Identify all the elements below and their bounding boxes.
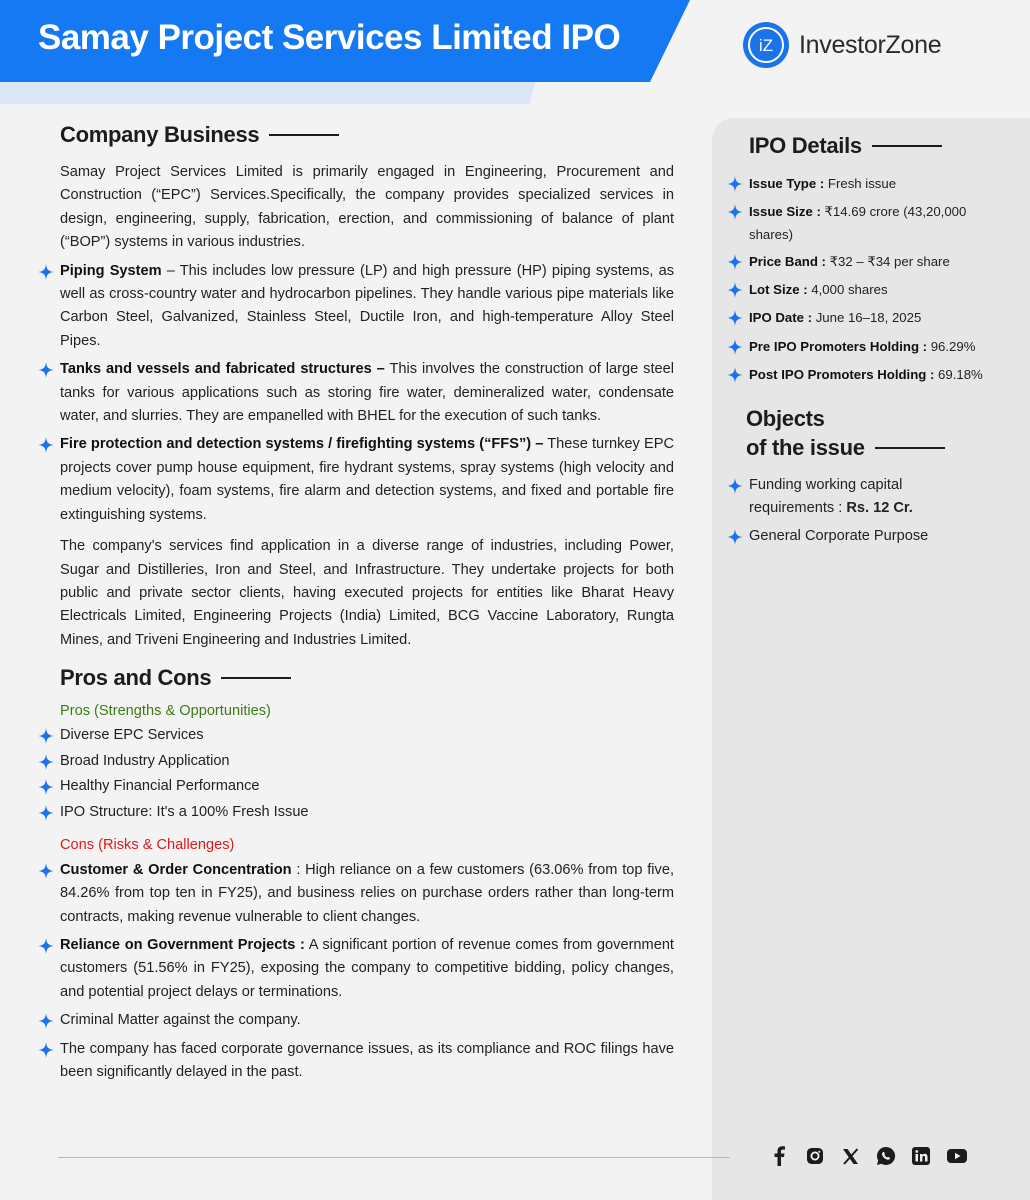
con-item bbox=[60, 1038, 674, 1085]
pro-item-text: Broad Industry Application bbox=[60, 752, 230, 769]
sparkle-bullet-icon bbox=[38, 264, 54, 280]
investorzone-logo bbox=[743, 22, 789, 68]
ipo-detail-item-text: 69.18% bbox=[934, 367, 983, 382]
sparkle-bullet-icon bbox=[727, 310, 743, 326]
main-content bbox=[60, 122, 674, 1084]
heading-rule bbox=[221, 677, 291, 679]
facebook-icon[interactable] bbox=[768, 1145, 790, 1167]
ipo-details-heading-text: IPO Details bbox=[749, 133, 862, 158]
business-bullet-list bbox=[60, 260, 674, 527]
company-business-heading-text: Company Business bbox=[60, 122, 260, 147]
pros-cons-heading bbox=[60, 665, 674, 691]
company-business-heading bbox=[60, 122, 674, 148]
cons-list bbox=[60, 859, 674, 1085]
heading-rule bbox=[875, 447, 945, 449]
ipo-detail-item bbox=[749, 306, 994, 329]
con-item bbox=[60, 1009, 674, 1032]
business-bullet-label: Piping System bbox=[60, 262, 162, 279]
sparkle-bullet-icon bbox=[727, 204, 743, 220]
pro-item-text: Healthy Financial Performance bbox=[60, 777, 260, 794]
logo-mark bbox=[746, 25, 786, 65]
brand-name: InvestorZone bbox=[799, 30, 942, 59]
pros-list bbox=[60, 724, 674, 825]
heading-rule bbox=[269, 134, 339, 136]
pro-item bbox=[60, 801, 674, 824]
business-bullet bbox=[60, 433, 674, 527]
sparkle-bullet-icon bbox=[727, 367, 743, 383]
ipo-detail-item-text: 96.29% bbox=[927, 339, 976, 354]
ipo-detail-item-text: Fresh issue bbox=[824, 176, 897, 191]
ipo-details-heading bbox=[749, 133, 942, 159]
cons-heading: Cons (Risks & Challenges) bbox=[60, 836, 235, 853]
objects-heading-line2-row bbox=[746, 433, 945, 462]
page-title: Samay Project Services Limited IPO bbox=[38, 18, 621, 57]
sparkle-bullet-icon bbox=[727, 478, 743, 494]
con-item-text: : High reliance on a few customers (63.06% from top five, 84.26% from top ten in FY25), and business relies on purchase orders rather than long-term contracts, making revenue vulnerable to client changes. bbox=[60, 861, 674, 925]
business-bullet-text: This involves the construction of large steel tanks for various applications such as storing fire water, demineralized water, condensate water, and slurries. They are empanelled with BHEL for the execution of such tanks. bbox=[60, 361, 674, 425]
logo-text: iZ bbox=[758, 36, 774, 55]
pros-heading: Pros (Strengths & Opportunities) bbox=[60, 703, 271, 720]
youtube-icon[interactable] bbox=[946, 1145, 968, 1167]
objects-item-amount: Rs. 12 Cr. bbox=[842, 500, 913, 517]
pro-item-text: Diverse EPC Services bbox=[60, 727, 204, 744]
social-links bbox=[768, 1145, 982, 1167]
pro-item bbox=[60, 750, 674, 773]
ipo-detail-item bbox=[749, 335, 994, 358]
con-item-text: Criminal Matter against the company. bbox=[60, 1012, 301, 1029]
sparkle-bullet-icon bbox=[727, 529, 743, 545]
ipo-detail-item-text: ₹32 – ₹34 per share bbox=[825, 254, 950, 269]
sparkle-bullet-icon bbox=[38, 863, 54, 879]
ipo-detail-item-text: June 16–18, 2025 bbox=[812, 310, 922, 325]
sparkle-bullet-icon bbox=[38, 754, 54, 770]
objects-heading bbox=[746, 404, 945, 462]
sparkle-bullet-icon bbox=[727, 339, 743, 355]
objects-item-text: General Corporate Purpose bbox=[749, 528, 929, 544]
sparkle-bullet-icon bbox=[38, 805, 54, 821]
con-item-text: A significant portion of revenue comes from government customers (51.56% in FY25), exposing the company to competitive bidding, policy changes, and potential project delays or terminations. bbox=[60, 936, 674, 1000]
business-bullet bbox=[60, 358, 674, 428]
ipo-detail-item-label: IPO Date : bbox=[749, 310, 813, 325]
instagram-icon[interactable] bbox=[804, 1145, 826, 1167]
ipo-detail-item bbox=[749, 172, 994, 195]
sparkle-bullet-icon bbox=[38, 779, 54, 795]
sparkle-bullet-icon bbox=[38, 1013, 54, 1029]
con-item-text: The company has faced corporate governance issues, as its compliance and ROC filings have been significantly delayed in the past. bbox=[60, 1040, 674, 1080]
business-bullet-label: Fire protection and detection systems / firefighting systems (“FFS”) – bbox=[60, 436, 544, 453]
footer-divider bbox=[58, 1157, 730, 1158]
business-bullet-text: These turnkey EPC projects cover pump house equipment, fire hydrant systems, spray systems (high velocity and medium velocity), foam systems, fire alarm and detection systems, and fixed and portable fire extinguishing systems. bbox=[60, 436, 674, 523]
ipo-detail-item bbox=[749, 278, 994, 301]
ipo-detail-item-label: Pre IPO Promoters Holding : bbox=[749, 339, 928, 354]
sparkle-bullet-icon bbox=[727, 176, 743, 192]
sparkle-bullet-icon bbox=[727, 254, 743, 270]
objects-heading-line1: Objects bbox=[746, 406, 825, 431]
sparkle-bullet-icon bbox=[38, 728, 54, 744]
whatsapp-icon[interactable] bbox=[875, 1145, 897, 1167]
pros-cons-heading-text: Pros and Cons bbox=[60, 665, 212, 691]
con-item bbox=[60, 859, 674, 929]
heading-rule bbox=[872, 145, 942, 147]
objects-item-text: Funding working capital requirements : bbox=[749, 477, 903, 517]
objects-item bbox=[749, 474, 979, 521]
ipo-detail-item-label: Price Band : bbox=[749, 254, 826, 269]
brand-logo-group[interactable] bbox=[743, 22, 941, 68]
objects-heading-line2: of the issue bbox=[746, 435, 865, 460]
linkedin-icon[interactable] bbox=[910, 1145, 932, 1167]
company-closing: The company's services find application in a diverse range of industries, including Power, Sugar and Distilleries, Iron and Steel, and Infrastructure. They undertake projects for both public and private sector clients, having executed projects for entities like Bharat Heavy Electricals Limited, Engineering Projects (India) Limited, BCG Vaccine Laboratory, Rungta Mines, and Triveni Engineering and Industries Limited. bbox=[60, 538, 674, 648]
sparkle-bullet-icon bbox=[38, 437, 54, 453]
ipo-detail-item-label: Issue Type : bbox=[749, 176, 825, 191]
sparkle-bullet-icon bbox=[38, 362, 54, 378]
ipo-detail-item bbox=[749, 200, 994, 246]
sparkle-bullet-icon bbox=[38, 1042, 54, 1058]
business-bullet-text: – This includes low pressure (LP) and high pressure (HP) piping systems, as well as cross-country water and hydrocarbon pipelines. They handle various pipe materials like Carbon Steel, Galvanized, Stainless Steel, Ductile Iron, and high-temperature Alloy Steel Pipes. bbox=[60, 262, 674, 349]
ipo-detail-item-label: Post IPO Promoters Holding : bbox=[749, 367, 935, 382]
ipo-detail-item-label: Issue Size : bbox=[749, 204, 821, 219]
con-item-label: Customer & Order Concentration bbox=[60, 861, 292, 878]
business-bullet-label: Tanks and vessels and fabricated structures – bbox=[60, 361, 385, 378]
company-intro: Samay Project Services Limited is primarily engaged in Engineering, Procurement and Construction (“EPC”) Services.Specifically, the company provides specialized services in design, engineering, supply, fabrication, erection, and commissioning of balance of plant (“BOP”) systems in various industries. bbox=[60, 164, 674, 251]
ipo-detail-item-text: 4,000 shares bbox=[807, 282, 888, 297]
pro-item bbox=[60, 724, 674, 747]
x-icon[interactable] bbox=[839, 1145, 861, 1167]
con-item bbox=[60, 934, 674, 1004]
pro-item bbox=[60, 775, 674, 798]
ipo-detail-item-label: Lot Size : bbox=[749, 282, 808, 297]
objects-item bbox=[749, 525, 979, 548]
sparkle-bullet-icon bbox=[38, 938, 54, 954]
ipo-detail-item bbox=[749, 250, 994, 273]
pro-item-text: IPO Structure: It's a 100% Fresh Issue bbox=[60, 804, 309, 821]
con-item-label: Reliance on Government Projects : bbox=[60, 936, 305, 953]
sparkle-bullet-icon bbox=[727, 282, 743, 298]
business-bullet bbox=[60, 260, 674, 354]
ipo-detail-item-text: ₹14.69 crore (43,20,000 shares) bbox=[749, 204, 967, 242]
ipo-detail-item bbox=[749, 363, 994, 386]
